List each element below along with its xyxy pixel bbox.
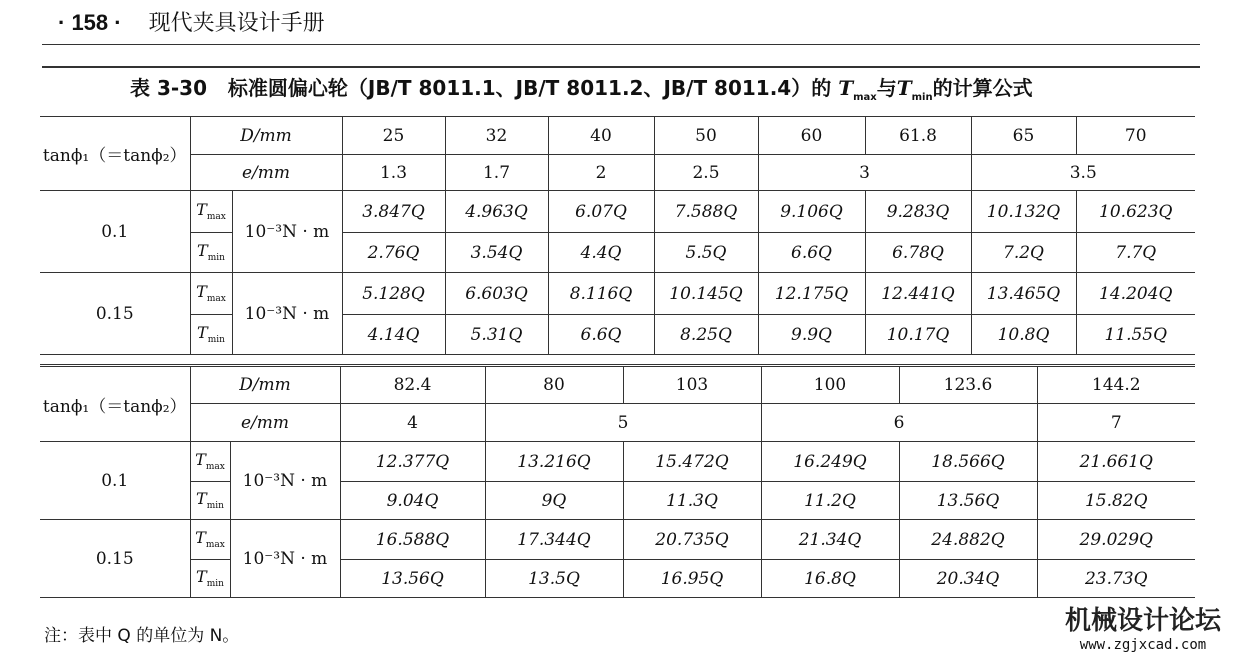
tmax-value: 12.377Q: [340, 442, 485, 482]
d-value: 65: [971, 117, 1076, 155]
unit-label: 10⁻³N · m: [232, 273, 342, 355]
tmax-value: 10.145Q: [654, 273, 758, 315]
d-value: 82.4: [340, 366, 485, 404]
tmin-value: 2.76Q: [342, 233, 445, 273]
tmin-value: 16.95Q: [623, 560, 761, 598]
table-number: 表 3-30: [130, 76, 208, 100]
d-value: 50: [654, 117, 758, 155]
e-value: 4: [340, 404, 485, 442]
e-label: e/mm: [190, 155, 342, 191]
tmax-value: 7.588Q: [654, 191, 758, 233]
tmin-value: 4.4Q: [548, 233, 654, 273]
tmin-value: 7.7Q: [1076, 233, 1195, 273]
tmax-value: 13.465Q: [971, 273, 1076, 315]
tmax-value: 14.204Q: [1076, 273, 1195, 315]
tmax-value: 8.116Q: [548, 273, 654, 315]
tan-value: 0.15: [40, 520, 190, 598]
d-value: 144.2: [1037, 366, 1195, 404]
tmin-value: 11.55Q: [1076, 315, 1195, 355]
page-header: [58, 6, 325, 37]
tmin-value: 5.5Q: [654, 233, 758, 273]
tmax-value: 29.029Q: [1037, 520, 1195, 560]
d-value: 103: [623, 366, 761, 404]
title-text-before: 标准圆偏心轮（JB/T 8011.1、JB/T 8011.2、JB/T 8011.4）的: [227, 76, 832, 100]
watermark-url: www.zgjxcad.com: [1079, 637, 1207, 653]
tmin-value: 5.31Q: [445, 315, 548, 355]
e-value: 3.5: [971, 155, 1195, 191]
tmax-value: 20.735Q: [623, 520, 761, 560]
tmin-label: $T_{min}$: [190, 233, 232, 273]
tmax-label: $T_{max}$: [190, 191, 232, 233]
d-value: 60: [758, 117, 865, 155]
e-value: 1.3: [342, 155, 445, 191]
table-title: 表 3-30 标准圆偏心轮（JB/T 8011.1、JB/T 8011.2、JB/T 8011.4）的 $T_{max}$与$T_{min}$的计算公式: [130, 76, 1033, 103]
table-part-1: [40, 116, 1195, 355]
tmax-value: 21.34Q: [761, 520, 899, 560]
e-value: 1.7: [445, 155, 548, 191]
tmax-value: 9.283Q: [865, 191, 971, 233]
e-value: 5: [485, 404, 761, 442]
unit-label: 10⁻³N · m: [232, 191, 342, 273]
tmin-value: 9.04Q: [340, 482, 485, 520]
unit-label: 10⁻³N · m: [230, 442, 340, 520]
tmin-value: 4.14Q: [342, 315, 445, 355]
title-rule: [42, 66, 1200, 68]
tmin-value: 13.56Q: [340, 560, 485, 598]
tmax-value: 12.441Q: [865, 273, 971, 315]
tmax-value: 16.588Q: [340, 520, 485, 560]
tmin-value: 16.8Q: [761, 560, 899, 598]
tmax-value: 24.882Q: [899, 520, 1037, 560]
d-value: 80: [485, 366, 623, 404]
tmax-value: 5.128Q: [342, 273, 445, 315]
tmin-value: 11.2Q: [761, 482, 899, 520]
tmin-value: 11.3Q: [623, 482, 761, 520]
tmax-value: 10.623Q: [1076, 191, 1195, 233]
tmax-value: 10.132Q: [971, 191, 1076, 233]
e-value: 2: [548, 155, 654, 191]
tmax-value: 9.106Q: [758, 191, 865, 233]
d-value: 40: [548, 117, 654, 155]
page-number: · 158 ·: [58, 10, 122, 35]
d-value: 61.8: [865, 117, 971, 155]
e-value: 3: [758, 155, 971, 191]
book-title: 现代夹具设计手册: [148, 11, 325, 36]
tmax-value: 15.472Q: [623, 442, 761, 482]
tmin-value: 13.56Q: [899, 482, 1037, 520]
d-value: 32: [445, 117, 548, 155]
tan-header: tanϕ₁（＝tanϕ₂）: [40, 366, 190, 442]
tmax-value: 21.661Q: [1037, 442, 1195, 482]
d-value: 25: [342, 117, 445, 155]
tmin-value: 8.25Q: [654, 315, 758, 355]
tmax-value: 6.603Q: [445, 273, 548, 315]
tmin-value: 6.78Q: [865, 233, 971, 273]
table-note: 注：表中 Q 的单位为 N。: [44, 626, 240, 646]
tmin-value: 7.2Q: [971, 233, 1076, 273]
tmin-value: 23.73Q: [1037, 560, 1195, 598]
d-value: 100: [761, 366, 899, 404]
tmin-value: 10.8Q: [971, 315, 1076, 355]
tan-value: 0.1: [40, 191, 190, 273]
tmin-label: $T_{min}$: [190, 560, 230, 598]
tmax-value: 12.175Q: [758, 273, 865, 315]
tan-value: 0.15: [40, 273, 190, 355]
tmin-value: 15.82Q: [1037, 482, 1195, 520]
tan-header: tanϕ₁（＝tanϕ₂）: [40, 117, 190, 191]
tmax-value: 18.566Q: [899, 442, 1037, 482]
e-value: 2.5: [654, 155, 758, 191]
tmax-value: 3.847Q: [342, 191, 445, 233]
header-rule: [42, 44, 1200, 45]
tmax-value: 6.07Q: [548, 191, 654, 233]
tmin-value: 9Q: [485, 482, 623, 520]
d-value: 70: [1076, 117, 1195, 155]
tmin-value: 10.17Q: [865, 315, 971, 355]
d-value: 123.6: [899, 366, 1037, 404]
d-label: D/mm: [190, 117, 342, 155]
tmin-label: $T_{min}$: [190, 315, 232, 355]
tmin-value: 3.54Q: [445, 233, 548, 273]
site-watermark: [1065, 600, 1221, 653]
watermark-title: 机械设计论坛: [1064, 606, 1221, 636]
e-value: 7: [1037, 404, 1195, 442]
tmax-label: $T_{max}$: [190, 520, 230, 560]
tmin-label: $T_{min}$: [190, 482, 230, 520]
tmin-value: 6.6Q: [758, 233, 865, 273]
tmax-value: 13.216Q: [485, 442, 623, 482]
tmin-value: 9.9Q: [758, 315, 865, 355]
tmax-label: $T_{max}$: [190, 442, 230, 482]
tmin-value: 20.34Q: [899, 560, 1037, 598]
d-label: D/mm: [190, 366, 340, 404]
tmax-label: $T_{max}$: [190, 273, 232, 315]
unit-label: 10⁻³N · m: [230, 520, 340, 598]
tmax-value: 17.344Q: [485, 520, 623, 560]
e-label: e/mm: [190, 404, 340, 442]
tan-value: 0.1: [40, 442, 190, 520]
tmin-value: 6.6Q: [548, 315, 654, 355]
tmax-value: 4.963Q: [445, 191, 548, 233]
table-part-2: [40, 364, 1195, 598]
e-value: 6: [761, 404, 1037, 442]
tmax-value: 16.249Q: [761, 442, 899, 482]
tmin-value: 13.5Q: [485, 560, 623, 598]
